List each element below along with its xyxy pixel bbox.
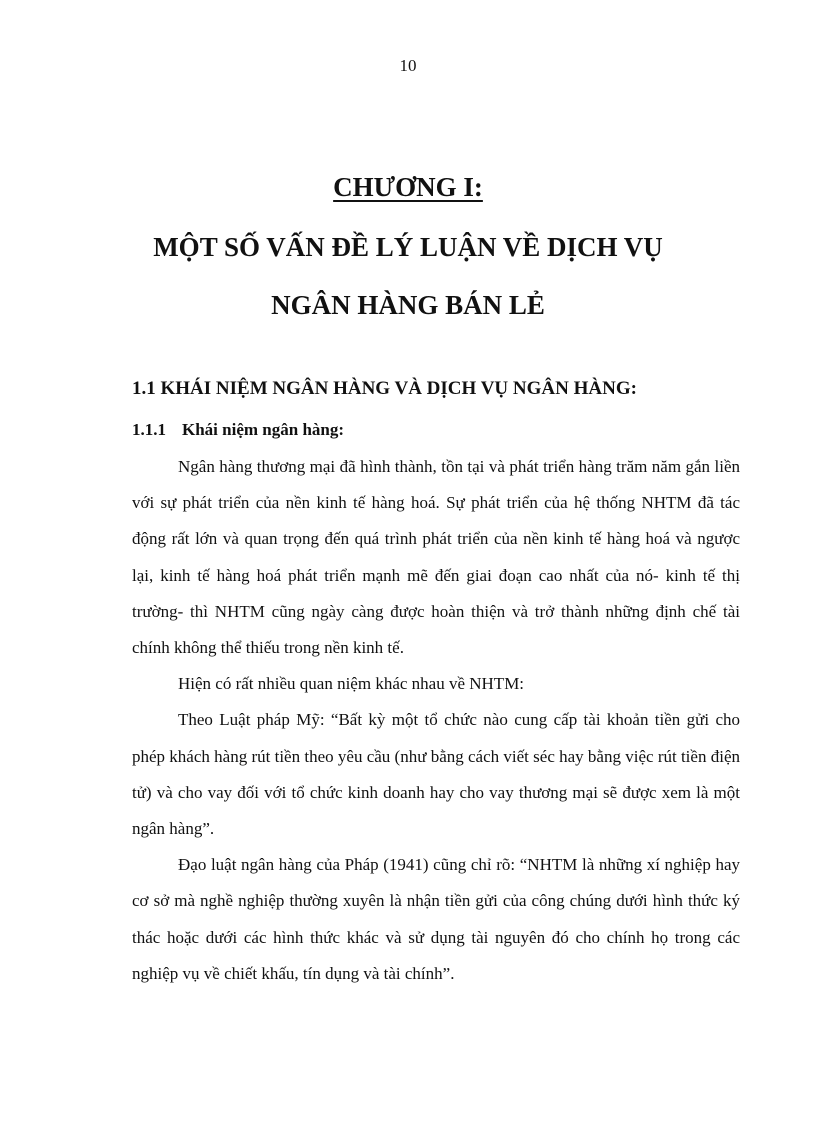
paragraph-3: Theo Luật pháp Mỹ: “Bất kỳ một tổ chức nào cung cấp tài khoản tiền gửi cho phép khách hàng rút tiền theo yêu cầu (như bằng cách viết séc hay bằng việc rút tiền điện tử) và cho vay đối với tổ chức kinh doanh hay cho vay thương mại sẽ được xem là một ngân hàng”. [132, 710, 740, 839]
chapter-title-line-2: NGÂN HÀNG BÁN LẺ [271, 290, 545, 320]
subsection-number: 1.1.1 [132, 420, 166, 439]
paragraph-4: Đạo luật ngân hàng của Pháp (1941) cũng chỉ rõ: “NHTM là những xí nghiệp hay cơ sở mà nghề nghiệp thường xuyên là nhận tiền gửi của công chúng dưới hình thức ký thác hoặc dưới các hình thức khác và sử dụng tài nguyên đó cho chính họ trong các nghiệp vụ về chiết khấu, tín dụng và tài chính”. [132, 855, 740, 983]
paragraph-1: Ngân hàng thương mại đã hình thành, tồn tại và phát triển hàng trăm năm gắn liền với sự phát triển của nền kinh tế hàng hoá. Sự phát triển của hệ thống NHTM đã tác động rất lớn và quan trọng đến quá trình phát triển của nền kinh tế hàng hoá và ngược lại, kinh tế hàng hoá phát triển mạnh mẽ đến giai đoạn cao nhất của nó- kinh tế thị trường- thì NHTM cũng ngày càng được hoàn thiện và trở thành những định chế tài chính không thể thiếu trong nền kinh tế. [132, 457, 740, 658]
subsection-heading [132, 420, 344, 440]
section-heading: 1.1 KHÁI NIỆM NGÂN HÀNG VÀ DỊCH VỤ NGÂN HÀNG: [132, 378, 637, 399]
chapter-label: CHƯƠNG I: [333, 172, 483, 202]
chapter-title-line-1: MỘT SỐ VẤN ĐỀ LÝ LUẬN VỀ DỊCH VỤ [153, 232, 663, 262]
body-text [132, 449, 740, 992]
subsection-title: Khái niệm ngân hàng: [182, 420, 345, 439]
paragraph-2: Hiện có rất nhiều quan niệm khác nhau về NHTM: [178, 674, 525, 694]
page-number: 10 [399, 56, 417, 75]
